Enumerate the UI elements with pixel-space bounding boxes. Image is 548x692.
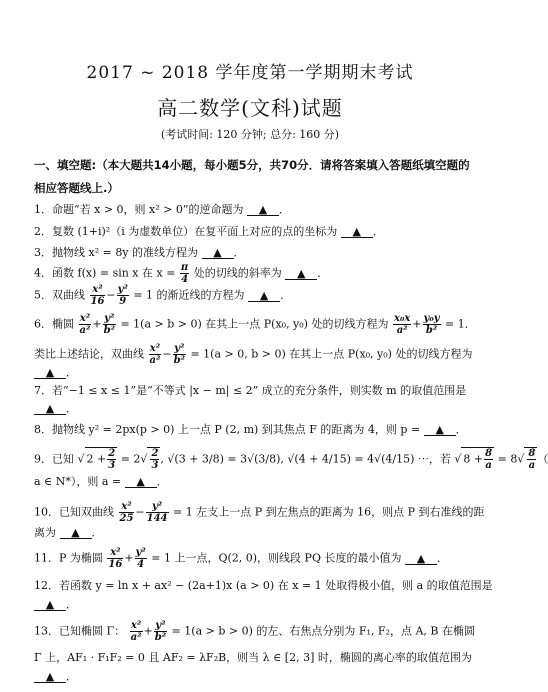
question-10-continued: 离为 ▲ ． — [34, 526, 103, 539]
question-11: 11．P 为椭圆 $\frac{\text{x²}}{16}$ + $\frac{\text{y²}}{4}$ = 1 上一点，Q(2, 0)，则线段 PQ 长度的最小值为 ▲ ． — [34, 547, 448, 570]
question-text: Γ 上，AF₁ · F₁F₂ = 0 且 AF₂ = λF₂B，则当 λ ∈ [2, 3] 时，椭圆的离心率的取值范围为 — [34, 651, 472, 664]
question-text-3: = 1． — [445, 317, 476, 331]
question-13: 13．已知椭圆 Γ： $\frac{\text{x²}}{\text{a²}}$ + $\frac{\text{y²}}{\text{b²}}$ = 1(a > b > 0) 的左、右焦点分别为 F₁, F₂，点 A, B 在椭圆 — [34, 620, 475, 643]
question-2: 2．复数 (1+i)²（i 为虚数单位）在复平面上对应的点的坐标为 ▲ ． — [34, 225, 384, 238]
answer-blank: ▲ — [34, 367, 66, 379]
question-text: 2．复数 (1+i)²（i 为虚数单位）在复平面上对应的点的坐标为 — [34, 225, 338, 238]
fraction: $\frac{\text{y₀y}}{\text{b²}}$ — [423, 313, 440, 336]
question-7 — [34, 384, 466, 397]
question-text: 12．若函数 y = ln x + ax² − (2a+1)x (a > 0) 在 x = 1 处取得极小值，则 a 的取值范围是 — [34, 579, 493, 592]
fraction: $\frac{\text{x²}}{\text{a²}}$ — [79, 313, 91, 336]
fraction: $\frac{\text{y²}}{\text{b²}}$ — [154, 620, 167, 643]
answer-blank: ▲ — [202, 247, 234, 259]
answer-blank: ▲ — [341, 226, 373, 238]
section-heading-continued: 相应答题线上.） — [34, 181, 119, 195]
fraction: $\frac{\text{y²}}{144}$ — [146, 501, 168, 524]
fraction: $\frac{\text{y²}}{\text{b²}}$ — [173, 343, 185, 366]
answer-blank: ▲ — [285, 268, 317, 280]
exam-title: 2017 ~ 2018 学年度第一学期期末考试 — [86, 63, 414, 83]
fraction: $\frac{\text{y²}}{\text{b²}}$ — [103, 313, 115, 336]
fraction: $\frac{\text{x²}}{16}$ — [90, 284, 105, 307]
answer-blank: ▲ — [248, 290, 280, 302]
question-4-line: 4．函数 f(x) = sin x 在 x = $\frac{\pi}{4}$ 处的切线的斜率为 ▲ ． — [34, 262, 329, 285]
question-text: 类比上述结论，双曲线 — [34, 347, 144, 361]
question-text-2: = 1 的渐近线的方程为 — [133, 288, 245, 302]
answer-blank: ▲ — [34, 671, 66, 683]
question-text: a ∈ N*），则 a = — [34, 475, 122, 488]
question-1: 1．命题“若 x > 0，则 x² > 0”的逆命题为 ▲ ． — [34, 203, 290, 216]
question-6: 6．椭圆 $\frac{\text{x²}}{\text{a²}}$ + $\frac{\text{y²}}{\text{b²}}$ = 1(a > b > 0) 在其上一点 P(x₀, y₀) 处的切线方程为 $\frac{\text{x₀x}}{\text{a²}}$ + $\frac{\text{y₀y}}{\text{b²}}$ = 1． — [34, 313, 476, 336]
fraction: $\frac{\text{y²}}{4}$ — [135, 547, 146, 570]
question-text-2: = 1(a > 0, b > 0) 在其上一点 P(x₀, y₀) 处的切线方程为 — [190, 347, 473, 361]
question-text: 1．命题“若 x > 0，则 x² > 0”的逆命题为 — [34, 203, 244, 216]
question-text: 7．若“−1 ≤ x ≤ 1”是“不等式 |x − m| ≤ 2” 成立的充分条件，则实数 m 的取值范围是 — [34, 384, 467, 397]
question-10: 10．已知双曲线 $\frac{\text{x²}}{25}$ − $\frac{\text{y²}}{144}$ = 1 左支上一点 P 到左焦点的距离为 16，则点 P 到右准线的距 — [34, 501, 485, 524]
answer-blank: ▲ — [60, 527, 92, 539]
question-text: 离为 — [34, 526, 56, 539]
question-6-answer: ▲ ． — [34, 366, 77, 379]
question-12 — [34, 579, 493, 592]
question-text: 6．椭圆 — [34, 317, 74, 331]
question-text: 3．抛物线 x² = 8y 的准线方程为 — [34, 246, 199, 259]
answer-blank: ▲ — [34, 599, 66, 611]
question-text-2: 处的切线的斜率为 — [193, 266, 282, 280]
question-12-answer: ▲ ． — [34, 598, 77, 611]
question-8: 8．抛物线 y² = 2px(p > 0) 上一点 P (2, m) 到其焦点 F 的距离为 4，则 p = ▲ ． — [34, 423, 467, 436]
fraction: $\frac{\pi}{4}$ — [180, 262, 189, 285]
question-9-continued: a ∈ N*），则 a = ▲ ． — [34, 475, 168, 488]
fraction: $\frac{\text{y²}}{9}$ — [117, 284, 128, 307]
question-text: 13．已知椭圆 Γ： — [34, 624, 126, 638]
answer-blank: ▲ — [405, 553, 437, 565]
question-text-2: = 1(a > b > 0) 在其上一点 P(x₀, y₀) 处的切线方程为 — [120, 317, 389, 331]
fraction: $\frac{\text{x²}}{\text{a²}}$ — [149, 343, 161, 366]
question-13-answer: ▲ ． — [34, 670, 77, 683]
question-text: 8．抛物线 y² = 2px(p > 0) 上一点 P (2, m) 到其焦点 F 的距离为 4，则 p = — [34, 423, 421, 436]
question-9: 9．已知 √ 2 + $\frac{2}{3}$ = 2√ $\frac{2}{3}$ , √(3 + 3/8) = 3√(3/8), √(4 + 4/15) = 4√(4/15) ⋯，若 √ 8 + $\frac{8}{a}$ = 8√ $\frac{8}{a}$ （ — [34, 448, 548, 471]
question-3: 3．抛物线 x² = 8y 的准线方程为 ▲ ． — [34, 246, 245, 259]
question-text-2: = 1 上一点，Q(2, 0)，则线段 PQ 长度的最小值为 — [151, 551, 402, 565]
question-text: 10．已知双曲线 — [34, 505, 114, 519]
fraction: $\frac{\text{x₀x}}{\text{a²}}$ — [393, 313, 411, 336]
answer-blank: ▲ — [125, 476, 157, 488]
question-text: 11．P 为椭圆 — [34, 551, 103, 565]
exam-meta: (考试时间: 120 分钟; 总分: 160 分) — [160, 128, 340, 141]
question-5: 5．双曲线 $\frac{\text{x²}}{16}$ − $\frac{\text{y²}}{9}$ = 1 的渐近线的方程为 ▲ ． — [34, 284, 292, 307]
answer-blank: ▲ — [424, 424, 456, 436]
answer-blank: ▲ — [247, 204, 279, 216]
exam-subtitle: 高二数学(文科)试题 — [157, 96, 343, 120]
fraction: $\frac{\text{x²}}{16}$ — [108, 547, 123, 570]
question-6-analogy: 类比上述结论，双曲线 $\frac{\text{x²}}{\text{a²}}$ − $\frac{\text{y²}}{\text{b²}}$ = 1(a > 0, b > 0) 在其上一点 P(x₀, y₀) 处的切线方程为 — [34, 343, 473, 366]
section-heading: 一、填空题:（本大题共14小题，每小题5分，共70分．请将答案填入答题纸填空题的 — [34, 158, 470, 172]
question-text-2: = 1 左支上一点 P 到左焦点的距离为 16，则点 P 到右准线的距 — [173, 505, 485, 519]
question-text: 9．已知 — [34, 452, 74, 466]
question-text: 5．双曲线 — [34, 288, 85, 302]
fraction: $\frac{\text{x²}}{\text{a²}}$ — [130, 620, 142, 643]
question-text: 4．函数 f(x) = sin x 在 x = — [34, 266, 176, 280]
question-7-answer: ▲ ． — [34, 402, 77, 415]
question-text-2: = 1(a > b > 0) 的左、右焦点分别为 F₁, F₂，点 A, B 在椭圆 — [171, 624, 475, 638]
fraction: $\frac{\text{x²}}{25}$ — [119, 501, 134, 524]
question-13-continued — [34, 651, 472, 664]
answer-blank: ▲ — [34, 403, 66, 415]
